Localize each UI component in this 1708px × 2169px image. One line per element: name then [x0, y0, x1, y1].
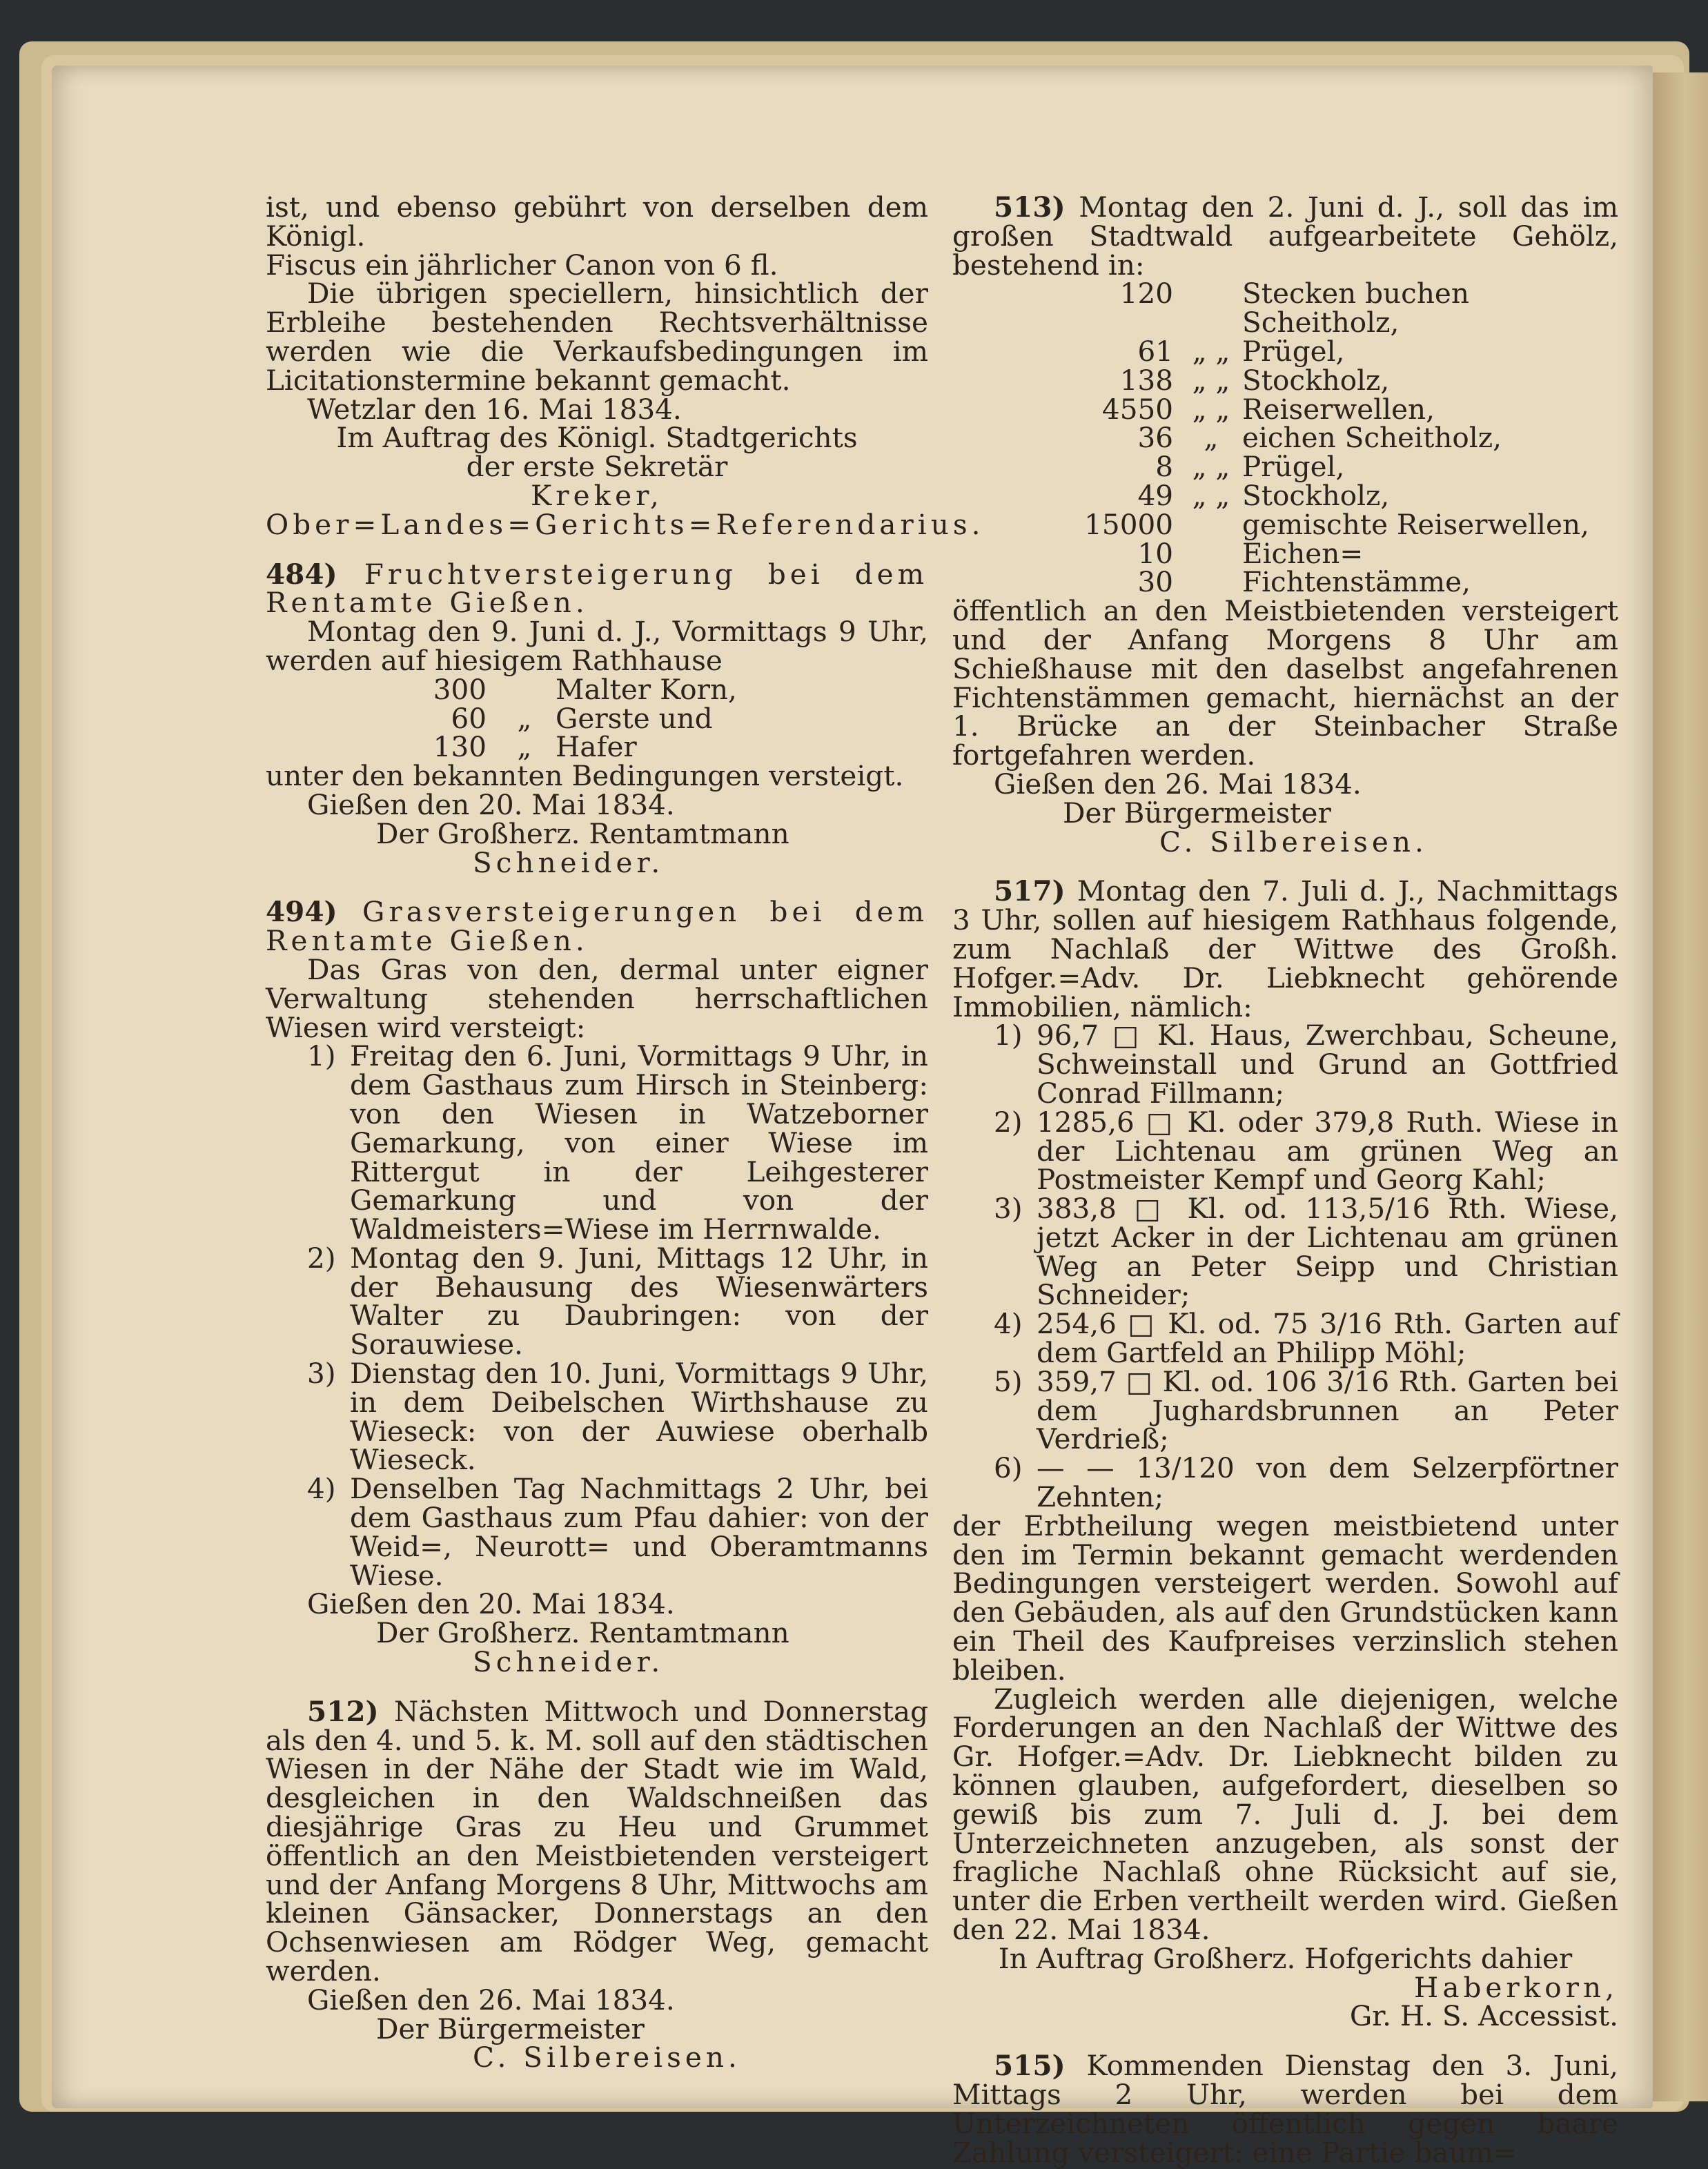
notice-512 — [266, 1694, 928, 1988]
notice-484-list — [376, 672, 744, 764]
notice-513-signature-2: C. Silbereisen. — [1159, 825, 1428, 858]
notice-517-signature-1: In Auftrag Großherz. Hofgerichts dahier — [998, 1941, 1573, 1975]
notice-484-signature-2: Schneider. — [473, 845, 665, 879]
notice-484-heading — [266, 557, 929, 620]
notice-494-title: Grasversteigerungen bei dem Rentamte Gießen. — [266, 895, 928, 958]
notice-512-signature-2: C. Silbereisen. — [473, 2041, 741, 2074]
list-item: 8 „ „ Prügel, — [1155, 450, 1345, 484]
notice-494-text: Das Gras von den, dermal unter eigner Verwaltung stehenden herrschaftlichen Wiesen wird versteigt: — [266, 952, 928, 1044]
notice-513-number: 513) — [994, 190, 1066, 224]
notice-515-text: Kommenden Dienstag den 3. Juni, Mittags 2 Uhr, werden bei dem Unterzeichneten öffentlich gegen baare Zahlung versteigert: eine Partie baum= — [952, 2049, 1619, 2169]
cont-authority: Im Auftrag des Königl. Stadtgerichts — [336, 421, 858, 455]
notice-484-date: Gießen den 20. Mai 1834. — [307, 787, 675, 821]
list-item: 10 Eichen= — [1137, 536, 1364, 570]
left-column — [266, 190, 985, 2074]
notice-484-title: Fruchtversteigerung bei dem Rentamte Gießen. — [266, 557, 929, 620]
notice-517-number: 517) — [994, 874, 1066, 908]
cont-date: Wetzlar den 16. Mai 1834. — [307, 392, 682, 426]
notice-513 — [952, 190, 1619, 282]
notice-512-number: 512) — [307, 1694, 379, 1728]
cont-line-3: Die übrigen speciellern, hinsichtlich der Erbleihe bestehenden Rechtsverhältnisse werden wie die Verkaufsbedingungen im Licitationstermine bekannt gemacht. — [266, 277, 928, 397]
right-column — [952, 190, 1619, 2169]
cont-authority-2: der erste Sekretär — [466, 450, 728, 484]
list-item: 15000 gemischte Reiserwellen, — [1084, 507, 1589, 541]
notice-517-list — [994, 1021, 1618, 1512]
list-item: 5) 359,7 □ Kl. od. 106 3/16 Rth. Garten bei dem Jughardsbrunnen an Peter Verdrieß; — [994, 1364, 1618, 1456]
list-item: 130 „ Hafer — [433, 730, 637, 764]
list-item: 36 „ eichen Scheitholz, — [1137, 421, 1502, 455]
list-item: 30 Fichtenstämme, — [1137, 565, 1471, 599]
notice-512-signature-1: Der Bürgermeister — [376, 2012, 645, 2045]
notice-494-heading — [266, 895, 928, 958]
list-item: 49 „ „ Stockholz, — [1137, 478, 1390, 512]
notice-484-tail: unter den bekannten Bedingungen versteigt. — [266, 759, 904, 793]
list-item: 138 „ „ Stockholz, — [1119, 363, 1390, 397]
notice-513-list — [1063, 279, 1618, 597]
notice-512-text: Nächsten Mittwoch und Donnerstag als den 4. und 5. k. M. soll auf den städtischen Wiesen in der Nähe der Stadt wie im Wald, desgleichen in den Waldschneißen das diesjährige Gras zu Heu und Grummet öffentlich an den Meistbietenden versteigert und der Anfang Morgens 8 Uhr, Mittwochs am kleinen Gänsacker, Donnerstags an den Ochsenwiesen am Rödger Weg, gemacht werden. — [266, 1694, 928, 1988]
notice-515-number: 515) — [994, 2049, 1066, 2083]
list-item: 6) — — 13/120 von dem Selzerpförtner Zehnten; — [994, 1451, 1618, 1514]
notice-517-tail: der Erbtheilung wegen meistbietend unter den im Termin bekannt gemacht werdenden Bedingungen versteigert werden. Sowohl auf den Gebäuden, als auf den Grundstücken kann ein Theil des Kaufpreises verzinslich stehen bleiben. — [952, 1509, 1618, 1687]
list-item: 3) 383,8 □ Kl. od. 113,5/16 Rth. Wiese, jetzt Acker in der Lichtenau am grünen Weg an Peter Seipp und Christian Schneider; — [994, 1192, 1618, 1312]
notice-484-number: 484) — [266, 557, 337, 591]
list-item: 4) 254,6 □ Kl. od. 75 3/16 Rth. Garten auf dem Gartfeld an Philipp Möhl; — [994, 1307, 1618, 1370]
list-item: 60 „ Gerste und — [451, 701, 713, 735]
notice-513-date: Gießen den 26. Mai 1834. — [994, 767, 1362, 801]
cont-line-1: ist, und ebenso gebührt von derselben dem Königl. — [266, 190, 928, 253]
facing-page-edge — [1649, 72, 1708, 2101]
notice-513-tail: öffentlich an den Meistbietenden versteigert und der Anfang Morgens 8 Uhr am Schießhause mit den daselbst angefahrenen Fichtenstämmen gemacht, hiernächst an der 1. Brücke an der Steinbacher Straße fortgefahren werden. — [952, 594, 1618, 772]
list-item: 2) Montag den 9. Juni, Mittags 12 Uhr, in der Behausung des Wiesenwärters Walter zu Daubringen: von der Sorauwiese. — [307, 1241, 928, 1362]
notice-517-text: Montag den 7. Juli d. J., Nachmittags 3 Uhr, sollen auf hiesigem Rathhaus folgende, zum Nachlaß der Wittwe des Großh. Hofger.=Adv. Dr. Liebknecht gehörende Immobilien, nämlich: — [952, 874, 1618, 1023]
notice-515 — [952, 2049, 1619, 2169]
list-item: 300 Malter Korn, — [433, 672, 737, 706]
notice-494-date: Gießen den 20. Mai 1834. — [307, 1587, 675, 1621]
notice-512-date: Gießen den 26. Mai 1834. — [307, 1983, 675, 2016]
list-item: 61 „ „ Prügel, — [1137, 334, 1345, 368]
notice-513-signature-1: Der Bürgermeister — [1063, 796, 1331, 830]
list-item: 1) 96,7 □ Kl. Haus, Zwerchbau, Scheune, Schweinstall und Grund an Gottfried Conrad Fillmann; — [994, 1019, 1618, 1110]
notice-484-signature-1: Der Großherz. Rentamtmann — [376, 816, 789, 850]
notice-484-text: Montag den 9. Juni d. J., Vormittags 9 Uhr, werden auf hiesigem Rathhause — [266, 615, 928, 677]
notice-517-signature-2: Haberkorn, — [1414, 1970, 1618, 2004]
notice-494-list — [307, 1039, 928, 1592]
notice-517-text-2: Zugleich werden alle diejenigen, welche Forderungen an den Nachlaß der Wittwe des Gr. Hofger.=Adv. Dr. Liebknecht bilden zu können glauben, aufgefordert, dieselben so gewiß bis zum 7. Juli d. J. bei dem Unterzeichneten anzugeben, als sonst der fragliche Nachlaß ohne Rücksicht auf sie, unter die Erben vertheilt werden wird. Gießen den 22. Mai 1834. — [952, 1682, 1618, 1947]
notice-494-signature-1: Der Großherz. Rentamtmann — [376, 1616, 789, 1650]
list-item: 4) Denselben Tag Nachmittags 2 Uhr, bei dem Gasthaus zum Pfau dahier: von der Weid=, Neurott= und Oberamtmanns Wiese. — [307, 1472, 928, 1592]
list-item: 120 Stecken buchen Scheitholz, — [1119, 277, 1469, 340]
list-item: 3) Dienstag den 10. Juni, Vormittags 9 Uhr, in dem Deibelschen Wirthshause zu Wieseck: von der Auwiese oberhalb Wieseck. — [307, 1357, 928, 1477]
cont-signature: Kreker, Ober=Landes=Gerichts=Referendarius. — [266, 478, 985, 541]
notice-494-number: 494) — [266, 895, 337, 929]
notice-517 — [952, 874, 1618, 1023]
list-item: 1) Freitag den 6. Juni, Vormittags 9 Uhr, in dem Gasthaus zum Hirsch in Steinberg: von den Wiesen in Watzeborner Gemarkung, von einer Wiese im Rittergut in der Leihgesterer Gemarkung und von der Waldmeisters=Wiese im Herrnwalde. — [307, 1039, 928, 1246]
notice-513-text: Montag den 2. Juni d. J., soll das im großen Stadtwald aufgearbeitete Gehölz, bestehend in: — [952, 190, 1619, 282]
notice-494-signature-2: Schneider. — [473, 1645, 665, 1679]
cont-line-2: Fiscus ein jährlicher Canon von 6 fl. — [266, 248, 778, 282]
list-item: 2) 1285,6 □ Kl. oder 379,8 Ruth. Wiese in der Lichtenau am grünen Weg an Postmeister Kempf und Georg Kahl; — [994, 1105, 1618, 1197]
notice-517-signature-3: Gr. H. S. Accessist. — [1349, 1999, 1618, 2033]
list-item: 4550 „ „ Reiserwellen, — [1101, 392, 1435, 426]
